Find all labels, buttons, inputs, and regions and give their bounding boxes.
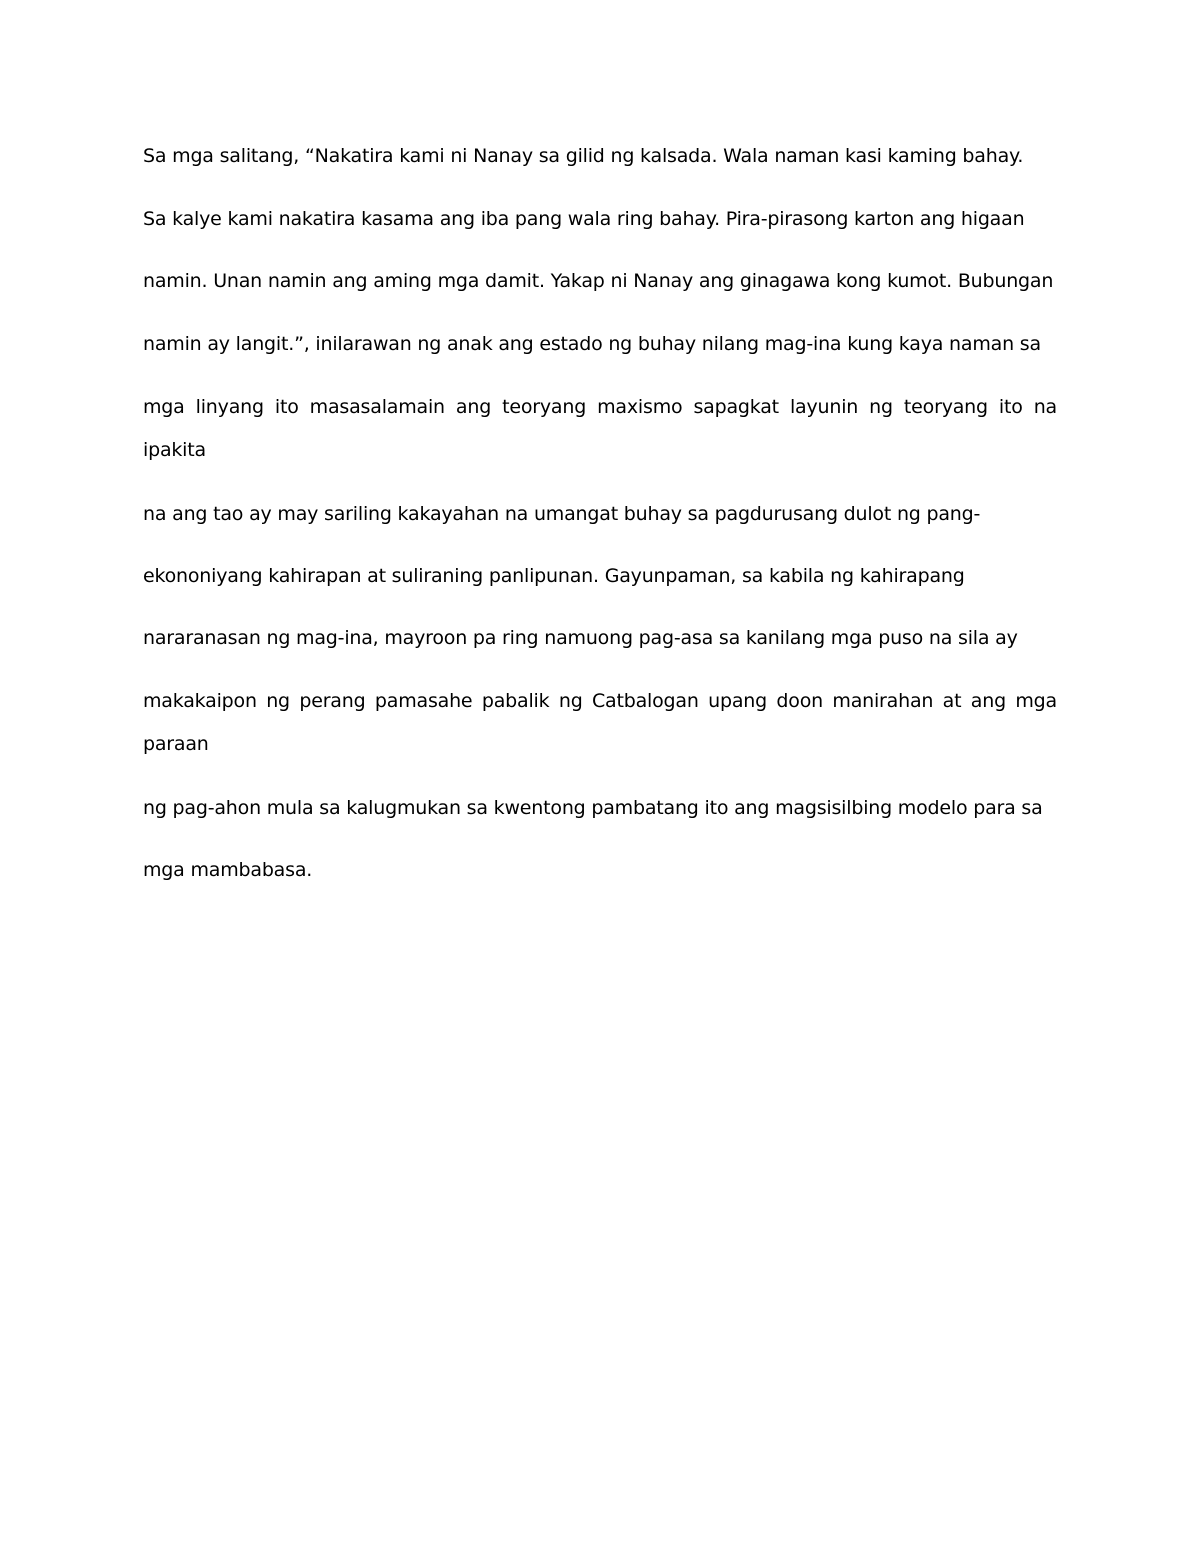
text-line: nararanasan ng mag-ina, mayroon pa ring namuong pag-asa sa kanilang mga puso na sila ay bbox=[143, 627, 1018, 649]
text-line: ipakita bbox=[143, 439, 206, 461]
text-line: mga linyang ito masasalamain ang teoryang maxismo sapagkat layunin ng teoryang ito na bbox=[143, 396, 1057, 418]
text-line: mga mambabasa. bbox=[143, 859, 313, 881]
text-line: ekononiyang kahirapan at suliraning panlipunan. Gayunpaman, sa kabila ng kahirapang bbox=[143, 565, 965, 587]
text-line: namin. Unan namin ang aming mga damit. Yakap ni Nanay ang ginagawa kong kumot. Bubungan bbox=[143, 270, 1054, 292]
text-line: na ang tao ay may sariling kakayahan na umangat buhay sa pagdurusang dulot ng pang- bbox=[143, 503, 981, 525]
text-line: ng pag-ahon mula sa kalugmukan sa kwentong pambatang ito ang magsisilbing modelo para sa bbox=[143, 797, 1043, 819]
text-line: makakaipon ng perang pamasahe pabalik ng Catbalogan upang doon manirahan at ang mga bbox=[143, 690, 1057, 712]
text-line: Sa mga salitang, “Nakatira kami ni Nanay sa gilid ng kalsada. Wala naman kasi kaming bahay. bbox=[143, 145, 1024, 167]
text-line: Sa kalye kami nakatira kasama ang iba pang wala ring bahay. Pira-pirasong karton ang higaan bbox=[143, 208, 1025, 230]
text-line: namin ay langit.”, inilarawan ng anak ang estado ng buhay nilang mag-ina kung kaya naman sa bbox=[143, 333, 1041, 355]
text-line: paraan bbox=[143, 733, 209, 755]
